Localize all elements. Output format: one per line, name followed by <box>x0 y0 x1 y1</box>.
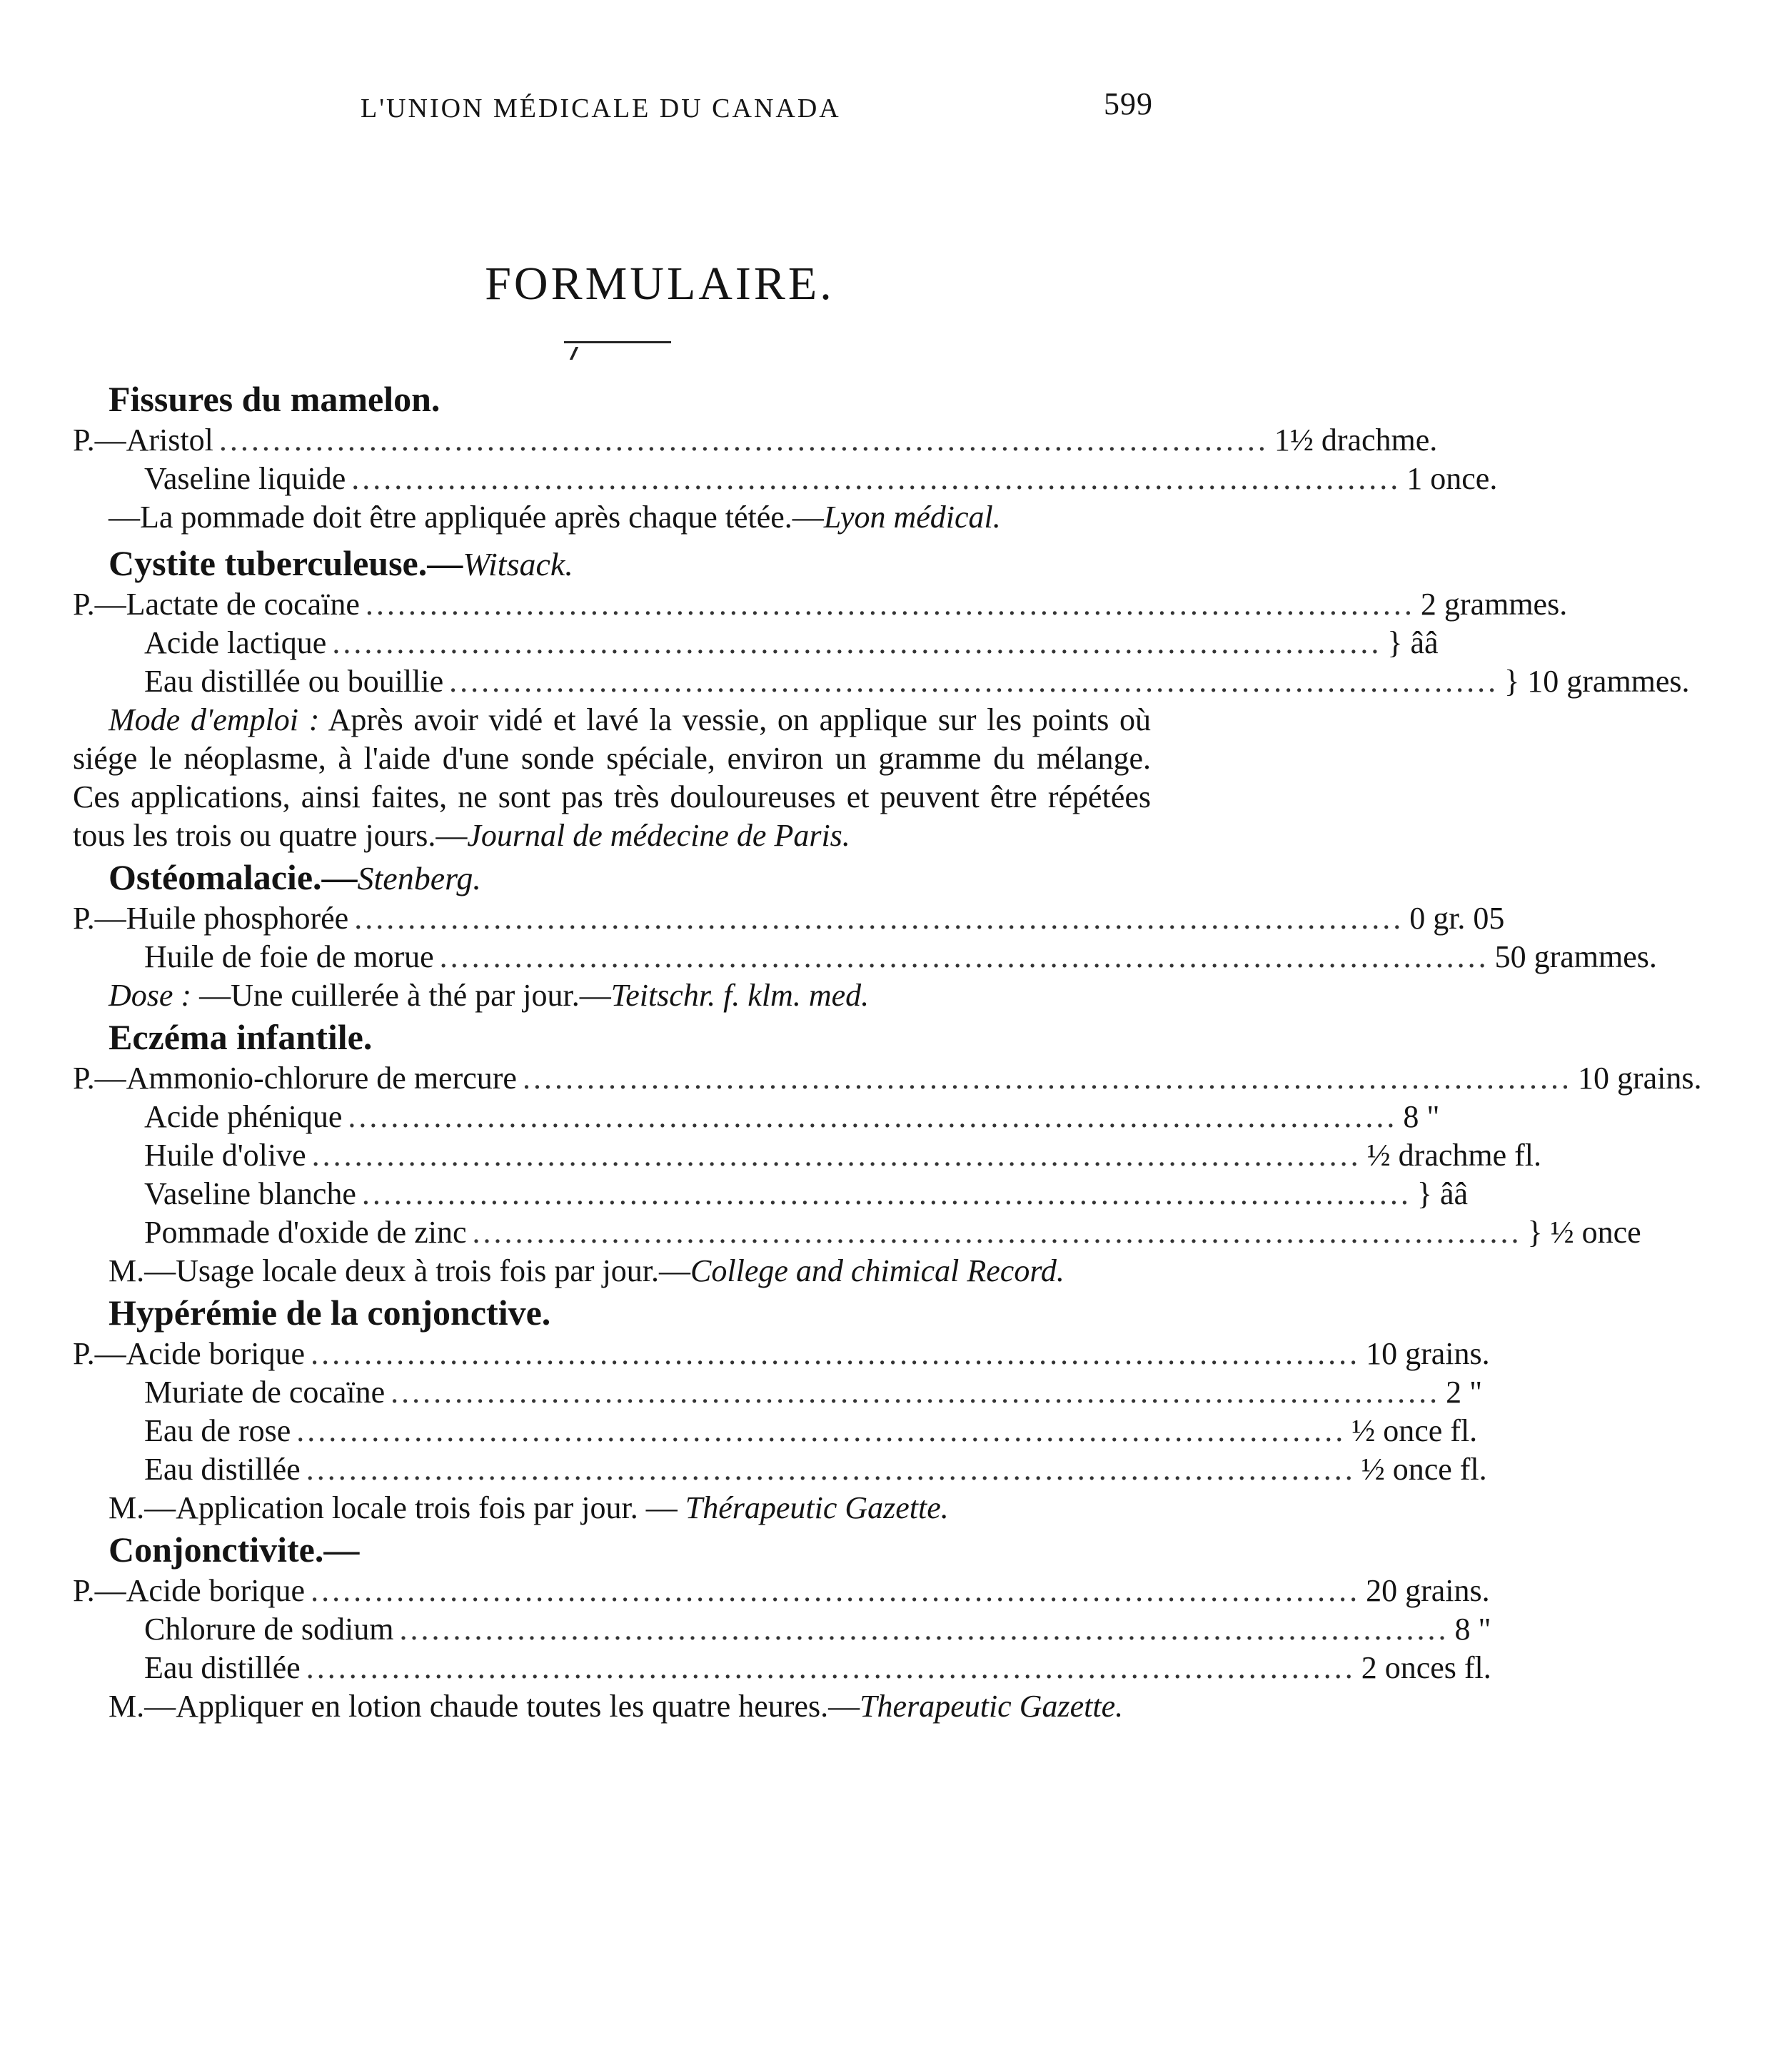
amount: ½ once fl. <box>1361 1452 1487 1487</box>
ingredient: Eau de rose <box>144 1413 291 1448</box>
rx-line <box>73 1373 1483 1412</box>
note-text: M.—Application locale trois fois par jour. — <box>109 1490 685 1525</box>
page-title: FORMULAIRE. <box>485 258 835 310</box>
title-divider-mark <box>570 347 578 360</box>
ingredient: Vaseline liquide <box>144 461 346 496</box>
section-note <box>73 976 1151 1015</box>
amount: } ½ once <box>1527 1215 1641 1250</box>
leader-dots: .................................................................................................. <box>399 1612 1449 1647</box>
amount: 1½ drachme. <box>1274 423 1438 458</box>
heading-text: Fissures du mamelon. <box>109 379 441 419</box>
rx-line <box>73 899 1505 938</box>
rx-line <box>73 1098 1440 1136</box>
leader-dots: .................................................................................................. <box>332 625 1382 660</box>
rx-line <box>73 938 1657 976</box>
section-fissures <box>73 377 1498 537</box>
heading-author: Witsack. <box>463 546 573 582</box>
section-note <box>73 1489 1151 1527</box>
section-heading <box>73 377 1151 421</box>
rx-line <box>73 460 1498 498</box>
leader-dots: .................................................................................................. <box>365 587 1415 622</box>
ingredient: Eau distillée ou bouillie <box>144 664 444 699</box>
note-text: —La pommade doit être appliquée après chaque tétée.— <box>109 500 824 535</box>
amount: 0 gr. 05 <box>1409 901 1505 936</box>
section-note <box>73 1252 1151 1290</box>
note-source: College and chimical Record. <box>690 1253 1064 1288</box>
leader-dots: .................................................................................................. <box>361 1176 1411 1211</box>
amount: 8 " <box>1403 1099 1440 1134</box>
leader-dots: .................................................................................................. <box>354 901 1404 936</box>
rx-line <box>73 1213 1641 1252</box>
ingredient: Chlorure de sodium <box>144 1612 394 1647</box>
section-heading <box>73 1015 1151 1059</box>
section-note <box>73 1687 1151 1726</box>
leader-dots: .................................................................................................. <box>522 1061 1572 1096</box>
note-text: Après avoir vidé et lavé la vessie, on applique sur les points où siége le néoplasme, à l'aide d'une sonde spéciale, environ un gramme du mélange. Ces applications, ainsi faites, ne sont pas très douloureuses et peuvent être répétées tous les trois ou quatre jours.— <box>73 702 1152 853</box>
section-heading <box>73 855 1151 899</box>
amount: ½ once fl. <box>1351 1413 1478 1448</box>
note-label: Mode d'emploi : <box>109 702 320 737</box>
section-heading <box>73 1290 1151 1335</box>
section-note <box>73 701 1151 855</box>
amount: 1 once. <box>1406 461 1498 496</box>
note-source: Lyon médical. <box>823 500 1001 535</box>
amount: 20 grains. <box>1366 1573 1490 1608</box>
amount: } ââ <box>1416 1176 1469 1211</box>
heading-author: Stenberg. <box>357 860 481 896</box>
amount: 2 onces fl. <box>1361 1650 1491 1685</box>
heading-text: Eczéma infantile. <box>109 1017 373 1057</box>
formulary-content <box>73 377 1702 1726</box>
ingredient: Acide phénique <box>144 1099 343 1134</box>
amount: 10 grains. <box>1366 1336 1490 1371</box>
section-eczema <box>73 1015 1702 1290</box>
heading-text: Cystite tuberculeuse.— <box>109 543 463 583</box>
section-heading <box>73 1527 1151 1572</box>
ingredient: P.—Acide borique <box>73 1573 306 1608</box>
section-note <box>73 498 1151 537</box>
ingredient: Muriate de cocaïne <box>144 1375 386 1410</box>
running-head <box>361 86 1153 128</box>
leader-dots: .................................................................................................. <box>449 664 1499 699</box>
note-text: M.—Appliquer en lotion chaude toutes les quatre heures.— <box>109 1689 860 1724</box>
rx-line <box>73 624 1439 662</box>
leader-dots: .................................................................................................. <box>439 939 1489 974</box>
heading-text: Conjonctivite.— <box>109 1530 360 1570</box>
amount: ½ drachme fl. <box>1366 1138 1542 1173</box>
rx-line <box>73 1412 1478 1450</box>
rx-line <box>73 1136 1542 1175</box>
rx-line <box>73 1059 1702 1098</box>
leader-dots: .................................................................................................. <box>218 423 1269 458</box>
ingredient: Eau distillée <box>144 1650 301 1685</box>
note-source: Thérapeutic Gazette. <box>685 1490 949 1525</box>
note-text: —Une cuillerée à thé par jour.— <box>199 978 611 1013</box>
note-text: M.—Usage locale deux à trois fois par jour.— <box>109 1253 691 1288</box>
leader-dots: .................................................................................................. <box>311 1336 1361 1371</box>
rx-line <box>73 1649 1491 1687</box>
rx-line <box>73 585 1568 624</box>
rx-line <box>73 1175 1469 1213</box>
leader-dots: .................................................................................................. <box>311 1573 1361 1608</box>
rx-line <box>73 662 1690 701</box>
amount: 2 " <box>1446 1375 1483 1410</box>
note-source: Journal de médecine de Paris. <box>467 818 850 853</box>
running-head-title: L'UNION MÉDICALE DU CANADA <box>361 94 841 123</box>
leader-dots: .................................................................................................. <box>306 1650 1356 1685</box>
ingredient: P.—Huile phosphorée <box>73 901 349 936</box>
ingredient: Eau distillée <box>144 1452 301 1487</box>
note-label: Dose : <box>109 978 192 1013</box>
note-source: Therapeutic Gazette. <box>860 1689 1124 1724</box>
heading-text: Ostéomalacie.— <box>109 857 358 897</box>
ingredient: Vaseline blanche <box>144 1176 356 1211</box>
section-cystite <box>73 541 1690 855</box>
leader-dots: .................................................................................................. <box>348 1099 1398 1134</box>
ingredient: P.—Aristol <box>73 423 213 458</box>
amount: } 10 grammes. <box>1504 664 1690 699</box>
heading-text: Hypérémie de la conjonctive. <box>109 1293 551 1333</box>
leader-dots: .................................................................................................. <box>351 461 1401 496</box>
amount: 8 " <box>1454 1612 1491 1647</box>
section-heading <box>73 541 1151 585</box>
amount: } ââ <box>1387 625 1439 660</box>
title-divider <box>564 341 671 343</box>
leader-dots: .................................................................................................. <box>472 1215 1522 1250</box>
ingredient: P.—Acide borique <box>73 1336 306 1371</box>
ingredient: Acide lactique <box>144 625 327 660</box>
rx-line <box>73 421 1438 460</box>
page-number: 599 <box>1104 86 1153 121</box>
section-osteomalacie <box>73 855 1657 1015</box>
amount: 50 grammes. <box>1494 939 1657 974</box>
note-source: Teitschr. f. klm. med. <box>610 978 870 1013</box>
ingredient: Huile de foie de morue <box>144 939 434 974</box>
ingredient: Pommade d'oxide de zinc <box>144 1215 467 1250</box>
rx-line <box>73 1450 1487 1489</box>
section-hyperemie <box>73 1290 1490 1527</box>
ingredient: P.—Ammonio-chlorure de mercure <box>73 1061 517 1096</box>
leader-dots: .................................................................................................. <box>296 1413 1346 1448</box>
rx-line <box>73 1572 1490 1610</box>
amount: 2 grammes. <box>1420 587 1568 622</box>
rx-line <box>73 1610 1491 1649</box>
ingredient: P.—Lactate de cocaïne <box>73 587 360 622</box>
section-conjonctivite <box>73 1527 1491 1726</box>
rx-line <box>73 1335 1490 1373</box>
leader-dots: .................................................................................................. <box>391 1375 1441 1410</box>
amount: 10 grains. <box>1577 1061 1702 1096</box>
ingredient: Huile d'olive <box>144 1138 306 1173</box>
leader-dots: .................................................................................................. <box>311 1138 1361 1173</box>
leader-dots: .................................................................................................. <box>306 1452 1356 1487</box>
